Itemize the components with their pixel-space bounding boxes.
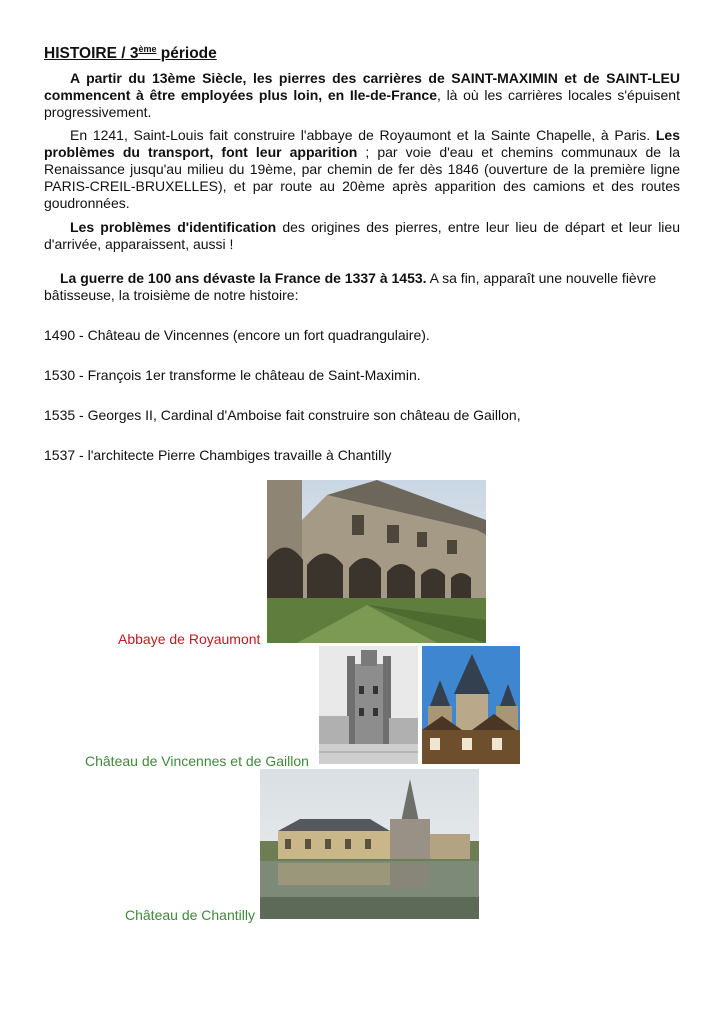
paragraph-guerre: La guerre de 100 ans dévaste la France de 1337 à 1453. A sa fin, apparaît une nouvelle fièvre bâtisseuse, la troisième de notre histoire: — [44, 270, 657, 303]
paragraph-identification: Les problèmes d'identification des origines des pierres, entre leur lieu de départ et leur lieu d'arrivée, apparaissent, aussi ! — [44, 219, 680, 252]
page-title: HISTOIRE / 3ème période — [44, 44, 217, 62]
paragraph-carrieres: A partir du 13ème Siècle, les pierres des carrières de SAINT-MAXIMIN et de SAINT-LEU commencent à être employées plus loin, en Ile-de-France, là où les carrières locales s'épuisent progressivement. — [44, 70, 680, 120]
timeline-item: 1490 - Château de Vincennes (encore un fort quadrangulaire). — [44, 327, 430, 343]
caption-chantilly: Château de Chantilly — [125, 907, 255, 923]
gaillon-photo — [422, 646, 520, 764]
paragraph-transport: En 1241, Saint-Louis fait construire l'abbaye de Royaumont et la Sainte Chapelle, à Paris. Les problèmes du transport, font leur apparition ; par voie d'eau et chemins communaux de la Renaissance jusqu'au milieu du 19ème, par chemin de fer dès 1846 (ouverture de la première ligne PARIS-CREIL-BRUXELLES), et par route au 20ème après apparition des camions et des routes goudronnées. — [44, 127, 680, 211]
timeline-item: 1537 - l'architecte Pierre Chambiges travaille à Chantilly — [44, 447, 392, 463]
timeline-item: 1535 - Georges II, Cardinal d'Amboise fait construire son château de Gaillon, — [44, 407, 521, 423]
caption-vincennes-gaillon: Château de Vincennes et de Gaillon — [85, 753, 309, 769]
vincennes-photo — [319, 646, 418, 764]
chantilly-photo — [260, 769, 479, 919]
timeline-item: 1530 - François 1er transforme le château de Saint-Maximin. — [44, 367, 421, 383]
caption-royaumont: Abbaye de Royaumont — [118, 631, 261, 647]
royaumont-photo — [267, 480, 486, 643]
